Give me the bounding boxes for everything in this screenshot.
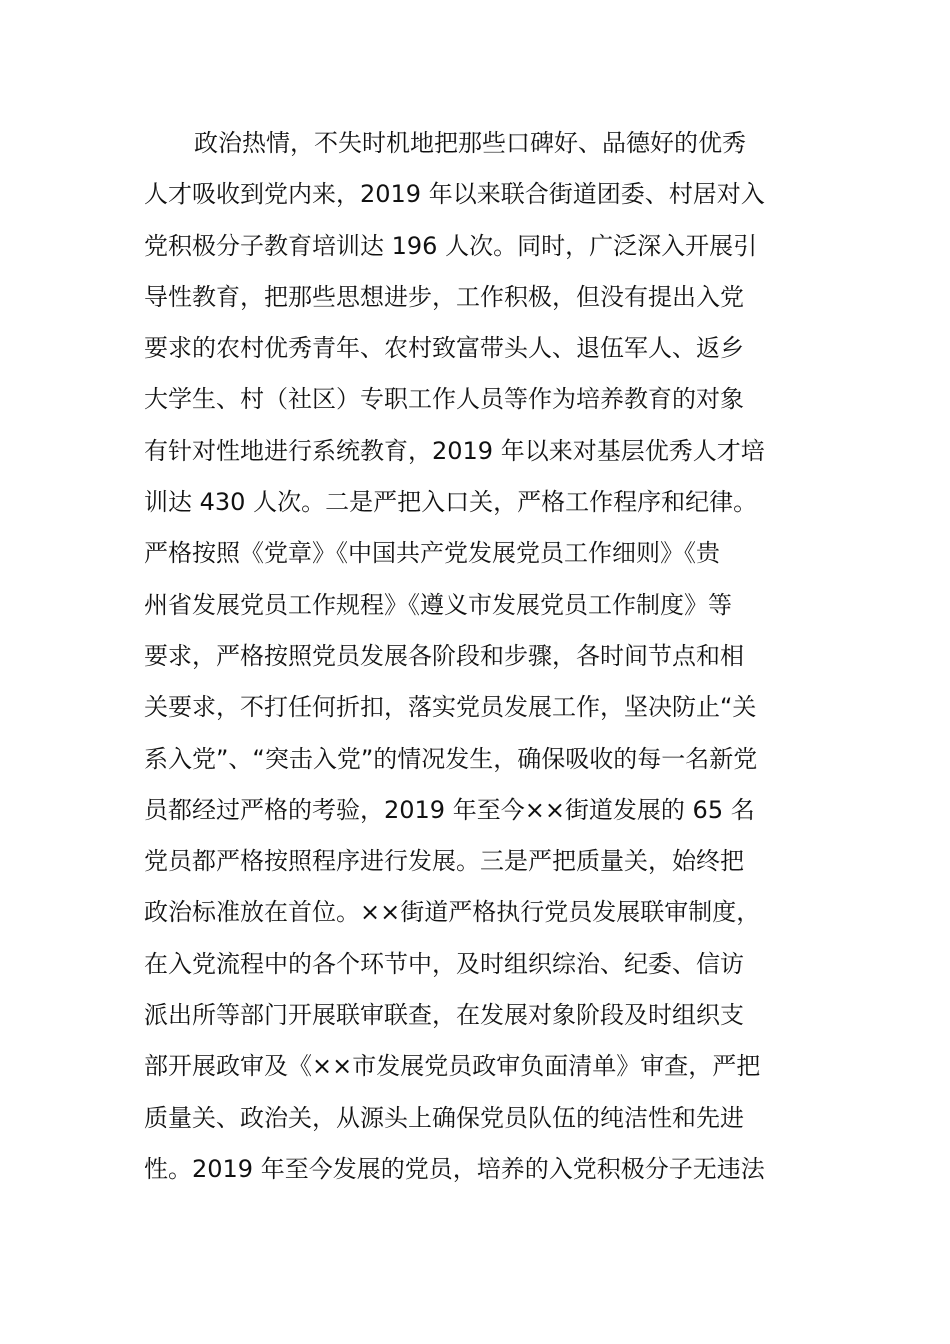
text-line-20: 质量关、政治关，从源头上确保党员队伍的纯洁性和先进 [144, 1103, 744, 1132]
text-line-21: 性。2019 年至今发展的党员，培养的入党积极分子无违法 [144, 1154, 765, 1183]
text-line-15: 党员都严格按照程序进行发展。三是严把质量关，始终把 [144, 847, 744, 876]
text-line-19: 部开展政审及《××市发展党员政审负面清单》审查，严把 [144, 1052, 761, 1081]
text-line-17: 在入党流程中的各个环节中，及时组织综治、纪委、信访 [144, 949, 744, 978]
text-line-4: 导性教育，把那些思想进步，工作积极，但没有提出入党 [144, 282, 744, 311]
text-line-14: 员都经过严格的考验，2019 年至今××街道发展的 65 名 [144, 795, 755, 824]
text-line-1: 政治热情，不失时机地把那些口碑好、品德好的优秀 [194, 129, 746, 157]
text-line-16: 政治标准放在首位。××街道严格执行党员发展联审制度， [144, 898, 761, 927]
text-line-3: 党积极分子教育培训达 196 人次。同时，广泛深入开展引 [144, 231, 758, 260]
text-line-10: 州省发展党员工作规程》《遵义市发展党员工作制度》等 [144, 590, 732, 619]
text-line-8: 训达 430 人次。二是严把入口关，严格工作程序和纪律。 [144, 488, 758, 517]
text-line-18: 派出所等部门开展联审联查，在发展对象阶段及时组织支 [144, 1001, 744, 1030]
text-line-5: 要求的农村优秀青年、农村致富带头人、退伍军人、返乡 [144, 334, 744, 363]
text-line-9: 严格按照《党章》《中国共产党发展党员工作细则》《贵 [144, 539, 720, 568]
text-line-13: 系入党”、“突击入党”的情况发生，确保吸收的每一名新党 [144, 744, 758, 773]
text-line-12: 关要求，不打任何折扣，落实党员发展工作，坚决防止“关 [144, 693, 757, 722]
body-paragraph [144, 118, 808, 1195]
text-line-11: 要求，严格按照党员发展各阶段和步骤，各时间节点和相 [144, 641, 744, 670]
text-line-6: 大学生、村（社区）专职工作人员等作为培养教育的对象 [144, 385, 744, 414]
text-line-7: 有针对性地进行系统教育，2019 年以来对基层优秀人才培 [144, 436, 765, 465]
text-line-2: 人才吸收到党内来，2019 年以来联合街道团委、村居对入 [144, 180, 765, 209]
